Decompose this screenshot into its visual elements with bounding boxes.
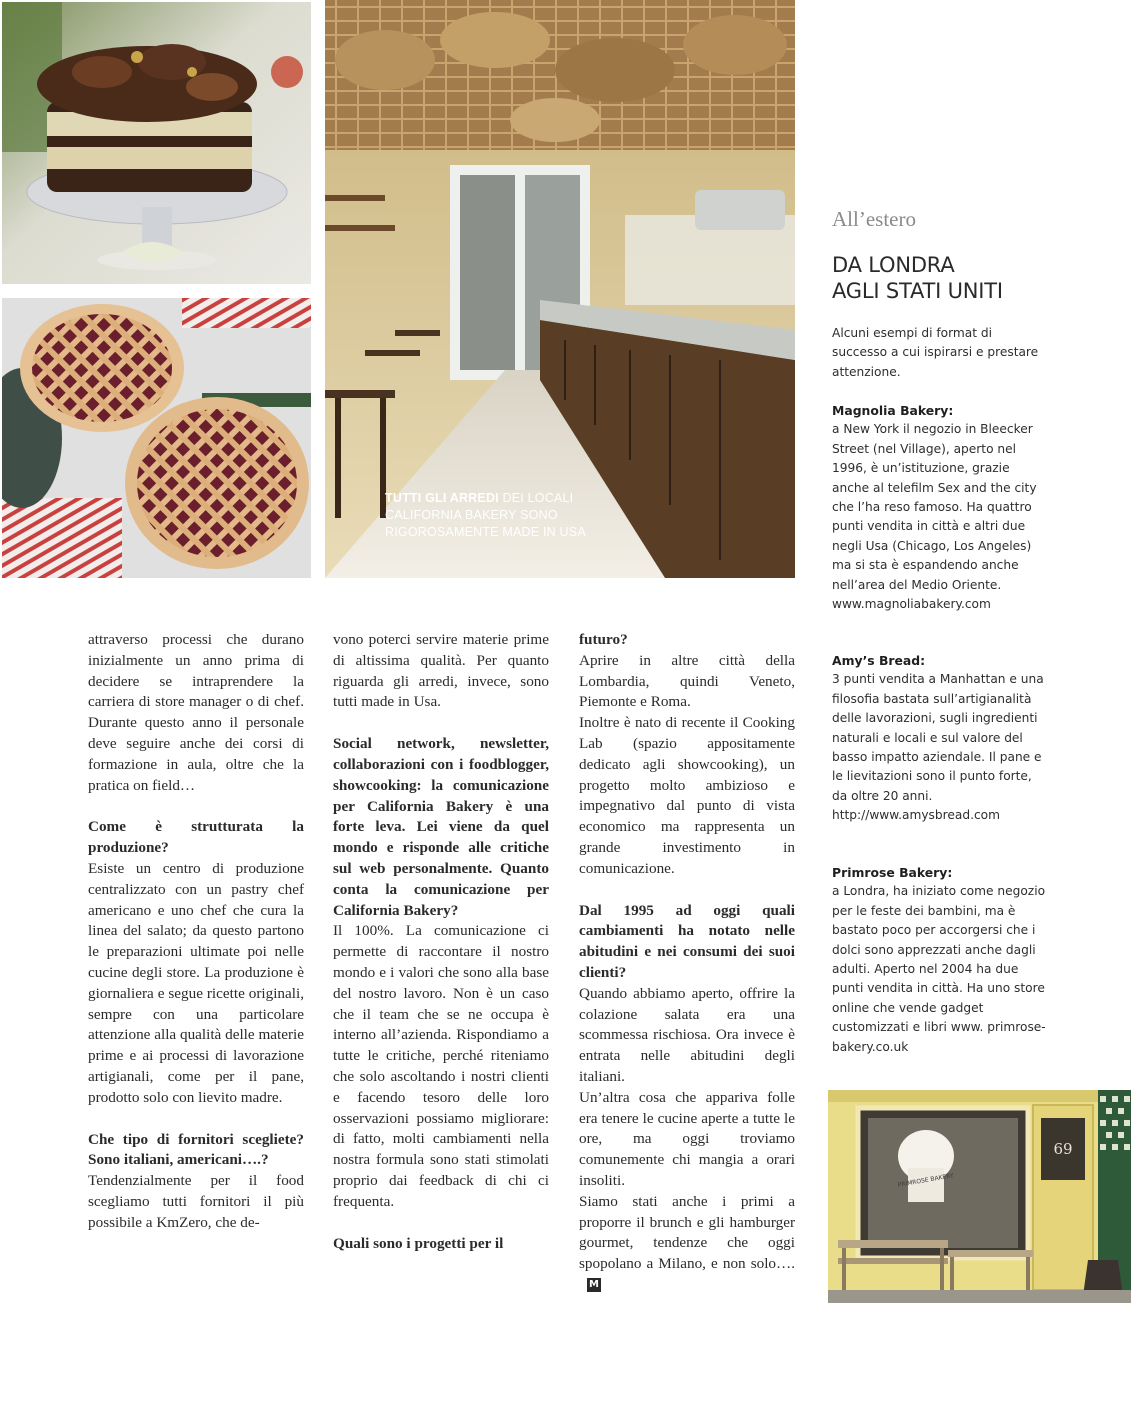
col1-paragraph-1: attraverso processi che durano inizialmente un anno prima di decidere se intraprendere la carriera di store manager o di chef. Durante questo anno il personale deve seguire anche dei corsi di formazione in aula, oltre che la pratica on field… — [88, 631, 304, 794]
amys-url: http://www.amysbread.com — [832, 808, 1000, 823]
headline-line-1: DA LONDRA — [832, 253, 955, 277]
amys-text: 3 punti vendita a Manhattan e una filosofia bastata sull’artigianalità delle lavorazioni, sugli ingredienti naturali e locali e sul valore del basso impatto aziendale. Il pane e le lievitazioni sono il punto forte, da oltre 20 anni. — [832, 672, 1044, 803]
col3-paragraph-2: Inoltre è nato di recente il Cooking Lab (spazio appositamente dedicato agli showcooking), un progetto molto ambizioso e impegnativo dal punto di vista economico ma rappresenta un grande investimento in comunicazione. — [579, 714, 795, 877]
col1-question-2: Che tipo di fornitori scegliete? Sono italiani, americani….? — [88, 1130, 304, 1169]
col2-question-1: Social network, newsletter, collaborazioni con i foodblogger, showcooking: la comunicazione per California Bakery è una forte leva. Lei viene da quel mondo e risponde alle critiche sul web personalmente. Quanto conta la comunicazione per California Bakery? — [333, 735, 549, 919]
magnolia-text: a New York il negozio in Bleecker Street (nel Village), aperto nel 1996, è un’istituzione, grazie anche al telefilm Sex and the city che l’ha reso famoso. Ha quattro punti vendita in città e altri due negli Usa (Chicago, Los Angeles) ma si sta è espandendo anche nell’area del Medio Oriente. — [832, 422, 1037, 592]
col1-paragraph-3: Tendenzialmente per il food scegliamo tutti fornitori il più possibile a KmZero, che de- — [88, 1172, 304, 1231]
caption-text: DEI LOCALI CALIFORNIA BAKERY SONO RIGOROSAMENTE MADE IN USA — [385, 491, 586, 539]
col3-paragraph-5 — [579, 1192, 795, 1296]
col3-paragraph-4: Un’altra cosa che appariva folle era tenere le cucine aperte a tutte le ore, ma oggi troviamo comunemente chi mangia a orari insoliti. — [579, 1088, 795, 1189]
magnolia-url: www.magnoliabakery.com — [832, 597, 991, 612]
primrose-title: Primrose Bakery: — [832, 865, 953, 880]
door-number: 69 — [1053, 1140, 1073, 1158]
shop-sign: PRIMROSE BAKERY — [897, 1172, 955, 1189]
col2-paragraph-2: Il 100%. La comunicazione ci permette di raccontare il nostro mondo e i valori che sono alla base del nostro lavoro. Non è un caso che il team che se ne occupa è interno all’azienda. Rispondiamo a tutte le critiche, perché riteniamo che solo ascoltando i nostri clienti e facendo tesoro delle loro osservazioni possiamo migliorare: di fatto, molti cambiamenti nella nostra formula sono stati stimolati proprio dai feedback di chi ci frequenta. — [333, 922, 549, 1210]
primrose-block — [832, 863, 1047, 1057]
column-3 — [579, 630, 795, 1296]
col3-paragraph-3: Quando abbiamo aperto, offrire la colazione salata era una scommessa rischiosa. Ora invece è entrata nelle abitudini degli italiani. — [579, 984, 795, 1085]
magnolia-block — [832, 401, 1047, 614]
col3-question-1: futuro? — [579, 631, 628, 648]
primrose-text: a Londra, ha iniziato come negozio per le feste dei bambini, ma è bastato poco per accorgersi che i dolci sono apprezzati anche dagli adulti. Aperto nel 2004 ha due punti vendita in città. Ha uno store online che vende gadget customizzati e libri www. primrose-bakery.co.uk — [832, 884, 1046, 1054]
sidebar-intro-block — [832, 324, 1047, 382]
sidebar-kicker: All’estero — [832, 207, 916, 231]
end-mark-icon: M — [587, 1278, 601, 1292]
sidebar-headline — [832, 252, 1003, 304]
magnolia-title: Magnolia Bakery: — [832, 403, 954, 418]
col3-paragraph-5-text: Siamo stati anche i primi a proporre il brunch e gli hamburger gourmet, tendenze che oggi spopolano a Milano, e non solo…. — [579, 1192, 795, 1273]
col3-question-2: Dal 1995 ad oggi quali cambiamenti ha notato nelle abitudini e nei consumi dei suoi clienti? — [579, 901, 795, 981]
col1-question-1: Come è strutturata la produzione? — [88, 818, 304, 857]
photo-caption — [385, 490, 605, 541]
sidebar-intro: Alcuni esempi di format di successo a cui ispirarsi e prestare attenzione. — [832, 326, 1039, 379]
col1-paragraph-2: Esiste un centro di produzione centralizzato con un pastry chef americano e uno chef che cura la linea del salato; da questo partono le preparazioni ultimate poi nelle cucine degli store. La produzione è giornaliera e segue ricette originali, sempre con una particolare attenzione alla qualità delle materie prime e ai processi di lavorazione artigianali, come per il pane, prodotto solo con lievito madre. — [88, 859, 304, 1106]
col3-paragraph-1: Aprire in altre città della Lombardia, quindi Veneto, Piemonte e Roma. — [579, 651, 795, 711]
column-2 — [333, 630, 549, 1254]
col2-question-2: Quali sono i progetti per il — [333, 1234, 504, 1252]
pies-photo — [2, 298, 311, 578]
amys-block — [832, 651, 1047, 826]
column-1 — [88, 630, 304, 1234]
headline-line-2: AGLI STATI UNITI — [832, 279, 1003, 303]
cake-photo — [2, 2, 311, 284]
caption-bold: TUTTI GLI ARREDI — [385, 491, 499, 505]
primrose-storefront-photo — [828, 1090, 1131, 1303]
col2-paragraph-1: vono poterci servire materie prime di altissima qualità. Per quanto riguarda gli arredi, invece, sono tutti made in Usa. — [333, 631, 549, 711]
amys-title: Amy’s Bread: — [832, 653, 926, 668]
bakery-interior-photo — [325, 0, 795, 578]
